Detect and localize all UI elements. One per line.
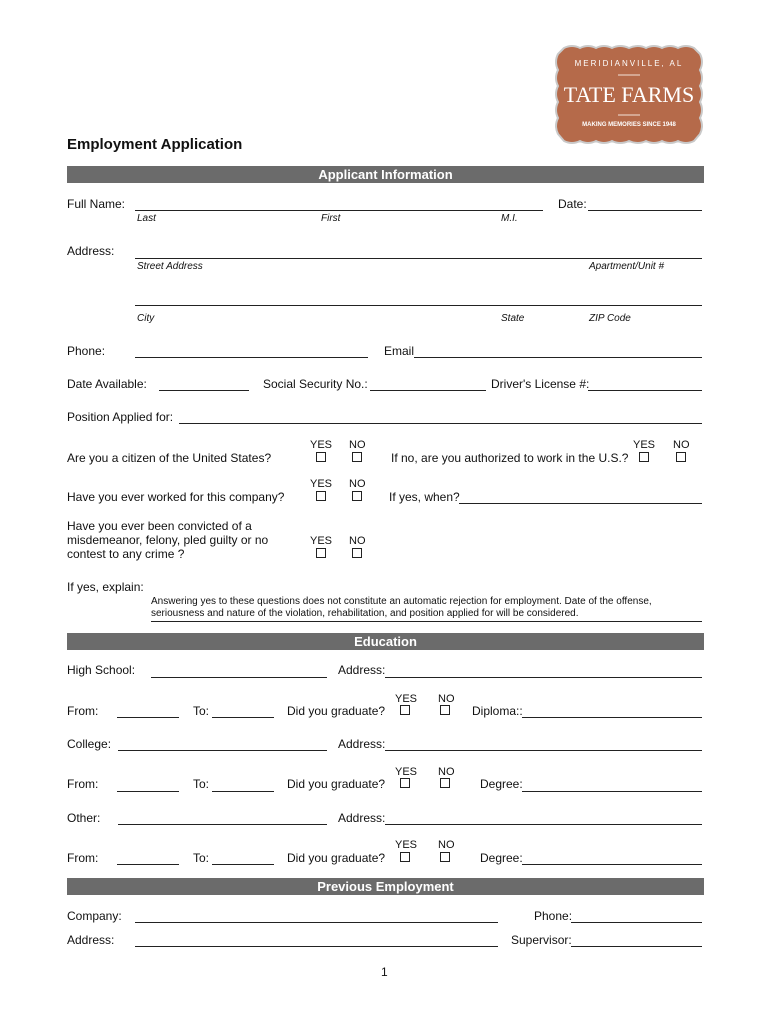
section-previous-employment: Previous Employment (67, 878, 704, 895)
supervisor-label: Supervisor: (511, 933, 572, 947)
disclaimer-line1: Answering yes to these questions does not constitute an automatic rejection for employment. Date of the offense, (151, 596, 652, 607)
citizen-yes-label: YES (310, 439, 333, 451)
authorized-no-label: NO (673, 439, 690, 451)
other-field[interactable] (118, 824, 327, 825)
worked-yes-label: YES (310, 478, 333, 490)
other-address-label: Address: (338, 811, 386, 825)
college-from-label: From: (67, 777, 99, 791)
other-from-field[interactable] (117, 864, 179, 865)
citizen-yes-checkbox[interactable] (316, 452, 326, 462)
worked-yes-checkbox[interactable] (316, 491, 326, 501)
college-no-checkbox[interactable] (440, 778, 450, 788)
explain-field[interactable] (151, 621, 702, 622)
other-from-label: From: (67, 851, 99, 865)
college-degree-field[interactable] (522, 791, 702, 792)
city-state-zip-field[interactable] (135, 305, 702, 306)
prev-phone-field[interactable] (571, 922, 702, 923)
college-field[interactable] (118, 750, 327, 751)
hs-yes-label: YES (395, 693, 418, 705)
college-no-label: NO (438, 766, 455, 778)
convicted-question-line1: Have you ever been convicted of a (67, 519, 252, 533)
prev-address-field[interactable] (135, 946, 498, 947)
supervisor-field[interactable] (571, 946, 702, 947)
position-label: Position Applied for: (67, 410, 174, 424)
college-address-label: Address: (338, 737, 386, 751)
state-caption: State (501, 313, 525, 324)
other-label: Other: (67, 811, 101, 825)
prev-address-label: Address: (67, 933, 115, 947)
date-field[interactable] (588, 210, 702, 211)
address-label: Address: (67, 244, 115, 258)
college-label: College: (67, 737, 112, 751)
hs-to-label: To: (193, 704, 210, 718)
logo-tagline: MAKING MEMORIES SINCE 1948 (582, 122, 676, 128)
college-yes-label: YES (395, 766, 418, 778)
phone-field[interactable] (135, 357, 368, 358)
section-applicant-information: Applicant Information (67, 166, 704, 183)
authorized-question: If no, are you authorized to work in the U.S.? (391, 451, 629, 465)
citizen-question: Are you a citizen of the United States? (67, 451, 272, 465)
zip-caption: ZIP Code (589, 313, 631, 324)
college-yes-checkbox[interactable] (400, 778, 410, 788)
email-field[interactable] (414, 357, 702, 358)
diploma-field[interactable] (522, 717, 702, 718)
high-school-address-field[interactable] (385, 677, 702, 678)
license-field[interactable] (588, 390, 702, 391)
convicted-yes-checkbox[interactable] (316, 548, 326, 558)
page-title: Employment Application (67, 136, 243, 153)
prev-phone-label: Phone: (534, 909, 573, 923)
other-yes-label: YES (395, 839, 418, 851)
logo-location: MERIDIANVILLE, AL (574, 59, 684, 68)
date-label: Date: (558, 197, 587, 211)
position-field[interactable] (179, 423, 702, 424)
other-graduate-label: Did you graduate? (287, 851, 386, 865)
worked-no-checkbox[interactable] (352, 491, 362, 501)
disclaimer-line2: seriousness and nature of the violation, rehabilitation, and position applied for will be considered. (151, 608, 579, 619)
hs-yes-checkbox[interactable] (400, 705, 410, 715)
college-graduate-label: Did you graduate? (287, 777, 386, 791)
date-available-field[interactable] (159, 390, 249, 391)
authorized-no-checkbox[interactable] (676, 452, 686, 462)
hs-no-label: NO (438, 693, 455, 705)
other-address-field[interactable] (385, 824, 702, 825)
email-label: Email (384, 344, 415, 358)
street-address-field[interactable] (135, 258, 702, 259)
high-school-address-label: Address: (338, 663, 386, 677)
other-degree-field[interactable] (522, 864, 702, 865)
hs-graduate-label: Did you graduate? (287, 704, 386, 718)
ssn-field[interactable] (370, 390, 486, 391)
high-school-field[interactable] (151, 677, 327, 678)
high-school-label: High School: (67, 663, 136, 677)
hs-from-field[interactable] (117, 717, 179, 718)
other-degree-label: Degree: (480, 851, 523, 865)
other-to-field[interactable] (212, 864, 274, 865)
hs-to-field[interactable] (212, 717, 274, 718)
other-no-label: NO (438, 839, 455, 851)
other-yes-checkbox[interactable] (400, 852, 410, 862)
college-address-field[interactable] (385, 750, 702, 751)
other-no-checkbox[interactable] (440, 852, 450, 862)
page-number: 1 (381, 965, 388, 979)
diploma-label: Diploma:: (472, 704, 523, 718)
last-caption: Last (137, 213, 156, 224)
authorized-yes-label: YES (633, 439, 656, 451)
convicted-no-checkbox[interactable] (352, 548, 362, 558)
phone-label: Phone: (67, 344, 106, 358)
college-degree-label: Degree: (480, 777, 523, 791)
convicted-question-line2: misdemeanor, felony, pled guilty or no (67, 533, 269, 547)
convicted-no-label: NO (349, 535, 366, 547)
other-to-label: To: (193, 851, 210, 865)
worked-no-label: NO (349, 478, 366, 490)
section-education: Education (67, 633, 704, 650)
street-caption: Street Address (137, 261, 203, 272)
company-label: Company: (67, 909, 122, 923)
tate-farms-logo (554, 44, 704, 145)
ssn-label: Social Security No.: (263, 377, 368, 391)
college-to-field[interactable] (212, 791, 274, 792)
citizen-no-checkbox[interactable] (352, 452, 362, 462)
citizen-no-label: NO (349, 439, 366, 451)
city-caption: City (137, 313, 155, 324)
license-label: Driver's License #: (491, 377, 590, 391)
full-name-label: Full Name: (67, 197, 126, 211)
logo-name: TATE FARMS (563, 82, 695, 107)
mi-caption: M.I. (501, 213, 518, 224)
college-to-label: To: (193, 777, 210, 791)
if-yes-explain-label: If yes, explain: (67, 580, 144, 594)
college-from-field[interactable] (117, 791, 179, 792)
hs-from-label: From: (67, 704, 99, 718)
if-yes-when-field[interactable] (459, 503, 702, 504)
convicted-yes-label: YES (310, 535, 333, 547)
full-name-field[interactable] (135, 210, 543, 211)
worked-question: Have you ever worked for this company? (67, 490, 285, 504)
company-field[interactable] (135, 922, 498, 923)
authorized-yes-checkbox[interactable] (639, 452, 649, 462)
convicted-question-line3: contest to any crime ? (67, 547, 185, 561)
apt-caption: Apartment/Unit # (589, 261, 665, 272)
if-yes-when-label: If yes, when? (389, 490, 460, 504)
date-available-label: Date Available: (67, 377, 147, 391)
hs-no-checkbox[interactable] (440, 705, 450, 715)
first-caption: First (321, 213, 341, 224)
